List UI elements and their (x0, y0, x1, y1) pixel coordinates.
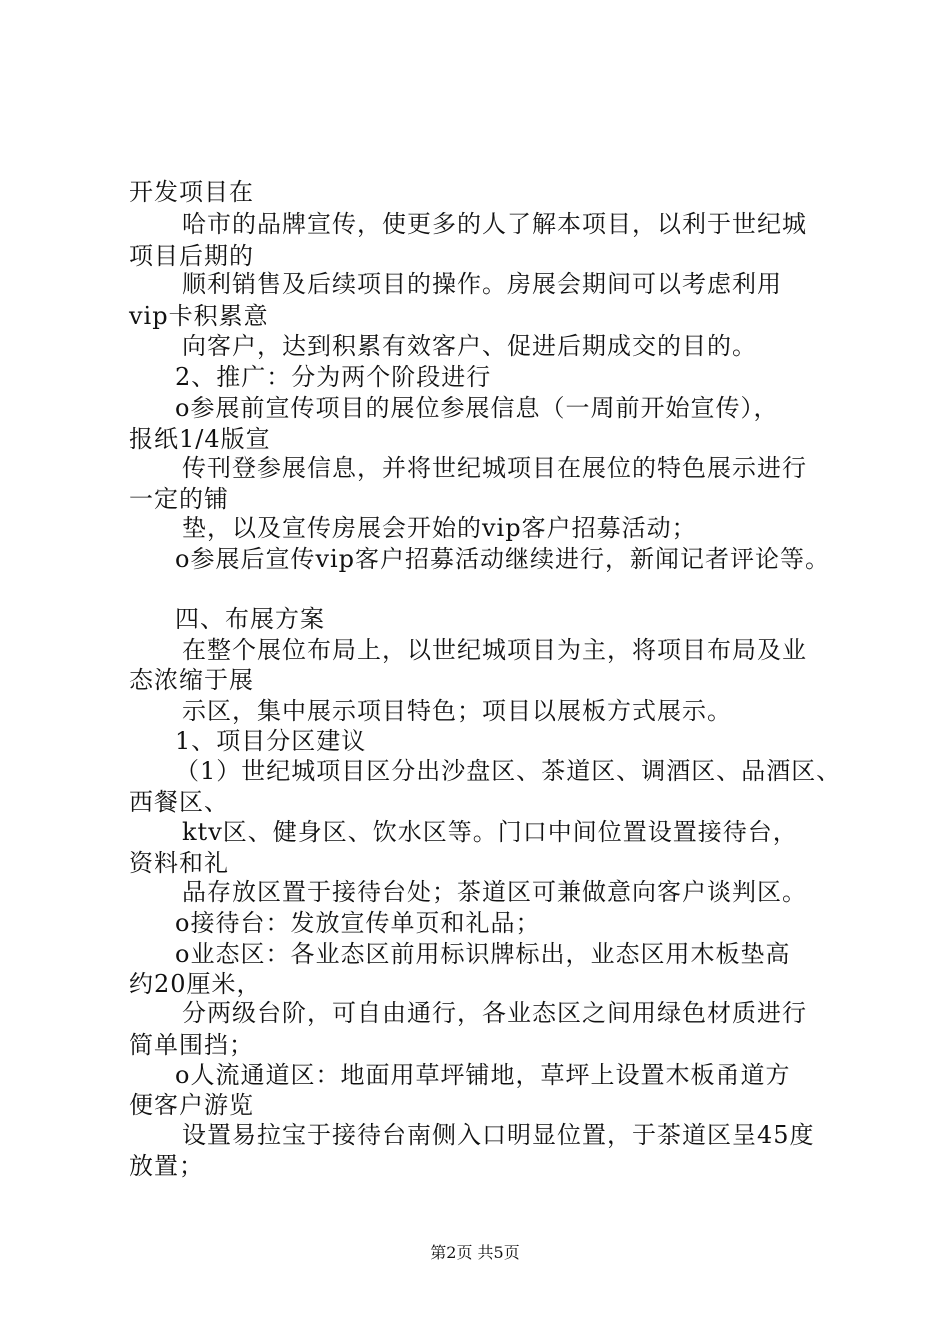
text-line: o业态区：各业态区前用标识牌标出，业态区用木板垫高 (175, 940, 791, 968)
text-line: 向客户，达到积累有效客户、促进后期成交的目的。 (182, 332, 757, 360)
text-line: 报纸1/4版宣 (129, 425, 271, 453)
text-line: 哈市的品牌宣传，使更多的人了解本项目，以利于世纪城 (182, 210, 807, 238)
text-line: 顺利销售及后续项目的操作。房展会期间可以考虑利用 (182, 270, 782, 298)
text-line: 分两级台阶，可自由通行，各业态区之间用绿色材质进行 (182, 999, 807, 1027)
text-line: 2、推广：分为两个阶段进行 (175, 363, 492, 391)
section-heading: 四、布展方案 (175, 605, 325, 633)
text-line: o参展前宣传项目的展位参展信息（一周前开始宣传）， (175, 394, 779, 422)
text-line: 垫，以及宣传房展会开始的vip客户招募活动； (182, 514, 697, 542)
text-line: 品存放区置于接待台处；茶道区可兼做意向客户谈判区。 (182, 878, 807, 906)
text-line: 在整个展位布局上，以世纪城项目为主，将项目布局及业 (182, 636, 807, 664)
text-line: 项目后期的 (129, 242, 254, 270)
text-line: 开发项目在 (129, 178, 254, 206)
text-line: 便客户游览 (129, 1091, 254, 1119)
text-line: 1、项目分区建议 (175, 727, 367, 755)
text-line: ktv区、健身区、饮水区等。门口中间位置设置接待台， (182, 818, 798, 846)
text-line: 传刊登参展信息，并将世纪城项目在展位的特色展示进行 (182, 454, 807, 482)
text-line: vip卡积累意 (129, 302, 269, 330)
text-line: 资料和礼 (129, 849, 229, 877)
text-line: 一定的铺 (129, 485, 229, 513)
page-footer: 第2页 共5页 (430, 1243, 520, 1262)
text-line: 示区，集中展示项目特色；项目以展板方式展示。 (182, 697, 732, 725)
text-line: 西餐区、 (129, 788, 229, 816)
text-line: 设置易拉宝于接待台南侧入口明显位置，于茶道区呈45度 (182, 1121, 815, 1149)
text-line: 放置； (129, 1152, 204, 1180)
text-line: 态浓缩于展 (129, 666, 254, 694)
text-line: （1）世纪城项目区分出沙盘区、茶道区、调酒区、品酒区、 (175, 757, 842, 785)
text-line: o接待台：发放宣传单页和礼品； (175, 909, 541, 937)
text-line: 简单围挡； (129, 1031, 254, 1059)
text-line: 约20厘米， (129, 970, 262, 998)
text-line: o参展后宣传vip客户招募活动继续进行，新闻记者评论等。 (175, 545, 831, 573)
text-line: o人流通道区：地面用草坪铺地，草坪上设置木板甬道方 (175, 1061, 791, 1089)
